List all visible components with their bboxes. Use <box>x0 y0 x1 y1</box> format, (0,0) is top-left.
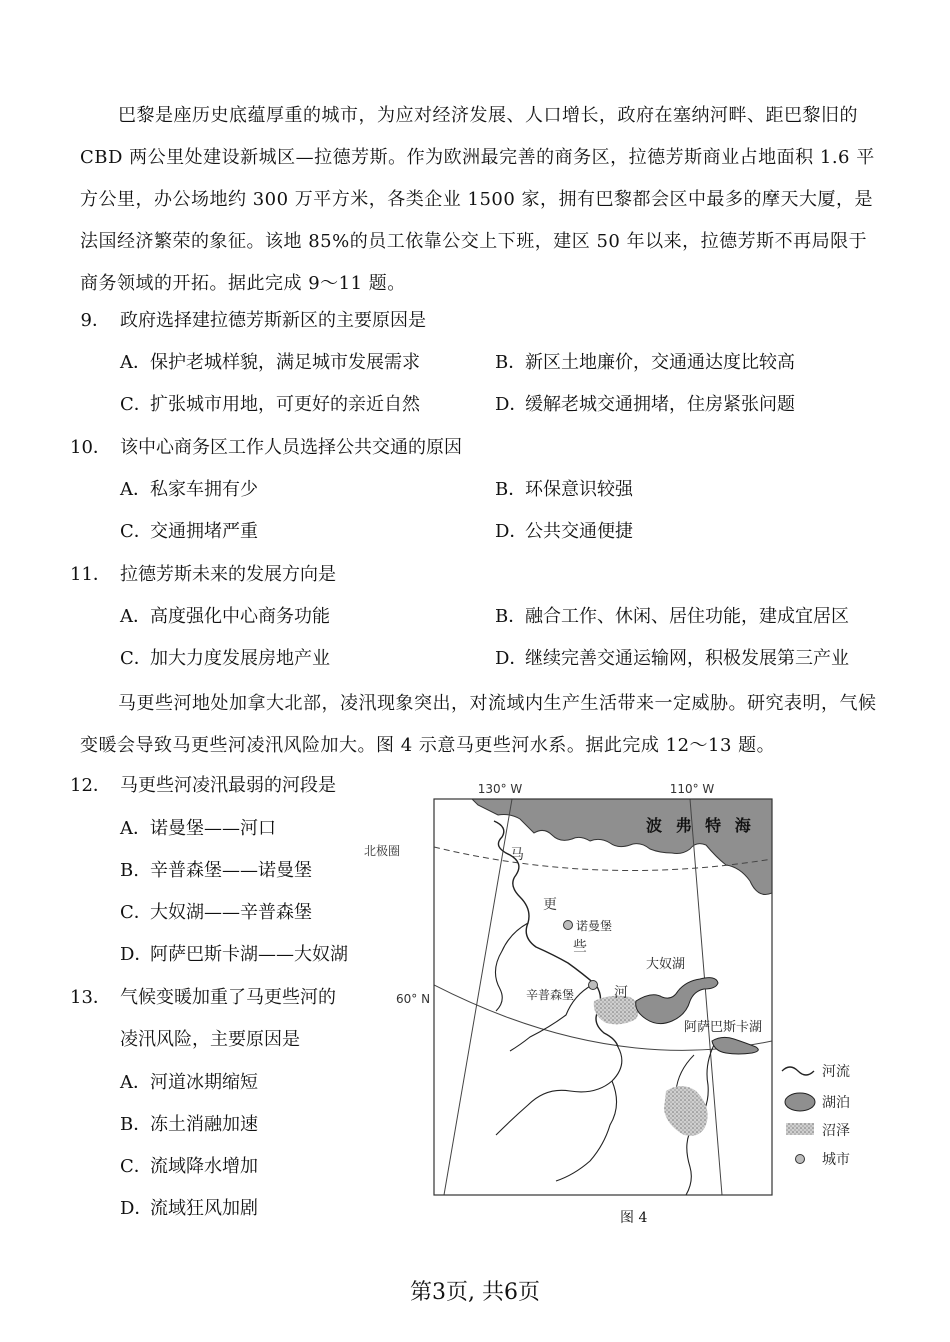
question-stem: 拉德芳斯未来的发展方向是 <box>120 564 336 585</box>
option-9a[interactable] <box>120 348 420 378</box>
option-key: B． <box>495 352 527 373</box>
option-key: D． <box>120 1198 153 1219</box>
lon-110w-label: 110° W <box>669 782 715 796</box>
option-text: 公共交通便捷 <box>525 521 633 542</box>
option-13a[interactable] <box>120 1068 258 1098</box>
norman-wells-label: 诺曼堡 <box>576 919 613 933</box>
option-text: 河道冰期缩短 <box>150 1072 258 1093</box>
option-11b[interactable] <box>495 602 849 632</box>
option-text: 扩张城市用地，可更好的亲近自然 <box>150 394 420 415</box>
option-key: C． <box>120 1156 152 1177</box>
question-10 <box>70 433 462 463</box>
option-key: B． <box>120 1114 152 1135</box>
option-text: 私家车拥有少 <box>150 479 258 500</box>
option-11a[interactable] <box>120 602 330 632</box>
swamp-area-athabasca <box>664 1086 708 1136</box>
legend-lake-label: 湖泊 <box>822 1095 850 1111</box>
option-key: A． <box>120 352 151 373</box>
question-stem: 该中心商务区工作人员选择公共交通的原因 <box>120 437 462 458</box>
legend-river-label: 河流 <box>822 1064 850 1080</box>
passage-laDefense <box>80 95 880 305</box>
question-number: 10． <box>70 437 111 458</box>
river-char-4: 河 <box>614 985 628 1001</box>
option-10d[interactable] <box>495 517 633 547</box>
question-stem-cont: 凌汛风险，主要原因是 <box>120 1029 300 1050</box>
option-13d[interactable] <box>120 1194 258 1224</box>
lake-athabasca-label: 阿萨巴斯卡湖 <box>684 1020 763 1035</box>
question-number: 9． <box>80 310 110 331</box>
option-10a[interactable] <box>120 475 258 505</box>
great-slave-lake-label: 大奴湖 <box>646 957 686 972</box>
map-legend <box>782 1063 850 1168</box>
option-10c[interactable] <box>120 517 258 547</box>
option-key: C． <box>120 521 152 542</box>
question-number: 12． <box>70 775 111 796</box>
option-9c[interactable] <box>120 390 420 420</box>
page-footer: 第3页, 共6页 <box>410 1280 540 1305</box>
option-text: 继续完善交通运输网，积极发展第三产业 <box>525 648 849 669</box>
question-13 <box>70 983 336 1013</box>
fort-simpson-label: 辛普森堡 <box>526 988 575 1002</box>
option-text: 辛普森堡——诺曼堡 <box>150 860 312 881</box>
river-char-1: 马 <box>510 847 524 863</box>
arctic-circle-label: 北极圈 <box>364 844 401 858</box>
passage-text: 马更些河地处加拿大北部，凌汛现象突出，对流域内生产生活带来一定威胁。研究表明，气候变暖会导致马更些河凌汛风险加大。图 4 示意马更些河水系。据此完成 12～13 题。 <box>80 693 877 756</box>
option-key: A． <box>120 606 151 627</box>
option-text: 大奴湖——辛普森堡 <box>150 902 312 923</box>
question-12 <box>70 771 336 801</box>
meridian-110w <box>690 799 722 1195</box>
river-char-2: 更 <box>543 897 557 913</box>
option-key: B． <box>495 606 527 627</box>
option-text: 新区土地廉价，交通通达度比较高 <box>525 352 795 373</box>
option-text: 交通拥堵严重 <box>150 521 258 542</box>
option-key: A． <box>120 818 151 839</box>
option-key: B. <box>120 860 139 881</box>
option-text: 缓解老城交通拥堵，住房紧张问题 <box>525 394 795 415</box>
tributary-south <box>556 1081 617 1181</box>
option-key: D． <box>495 648 528 669</box>
option-12d[interactable] <box>120 940 348 970</box>
option-13b[interactable] <box>120 1110 258 1140</box>
option-text: 流域降水增加 <box>150 1156 258 1177</box>
beaufort-sea-label: 波 弗 特 海 <box>646 816 755 835</box>
legend-river-icon <box>782 1067 814 1075</box>
option-text: 高度强化中心商务功能 <box>150 606 330 627</box>
option-key: C． <box>120 902 152 923</box>
norman-wells-city <box>564 921 573 930</box>
option-key: D． <box>120 944 153 965</box>
option-text: 加大力度发展房地产业 <box>150 648 330 669</box>
option-11c[interactable] <box>120 644 330 674</box>
question-stem: 马更些河凌汛最弱的河段是 <box>120 775 336 796</box>
option-key: B． <box>495 479 527 500</box>
legend-swamp-label: 沼泽 <box>822 1123 850 1139</box>
legend-city-label: 城市 <box>822 1152 850 1168</box>
option-12b[interactable] <box>120 856 312 886</box>
question-stem: 政府选择建拉德芳斯新区的主要原因是 <box>120 310 426 331</box>
question-number: 11． <box>70 564 111 585</box>
lat-60n-label: 60° N <box>396 992 431 1006</box>
river-char-3: 些 <box>573 939 587 955</box>
option-9d[interactable] <box>495 390 795 420</box>
option-key: A． <box>120 479 151 500</box>
great-slave-lake <box>636 978 718 1024</box>
tributary-peace <box>496 1047 622 1135</box>
option-13c[interactable] <box>120 1152 258 1182</box>
legend-city-icon <box>796 1155 805 1164</box>
option-10b[interactable] <box>495 475 633 505</box>
passage-mackenzie <box>80 683 880 767</box>
tributary-north <box>495 923 528 1011</box>
question-11 <box>70 560 336 590</box>
tributary-east <box>676 1055 694 1091</box>
legend-lake-icon <box>785 1093 815 1111</box>
option-text: 环保意识较强 <box>525 479 633 500</box>
option-11d[interactable] <box>495 644 849 674</box>
option-12c[interactable] <box>120 898 312 928</box>
option-key: D． <box>495 521 528 542</box>
mackenzie-river-map <box>360 775 880 1215</box>
question-13-line2 <box>120 1025 300 1055</box>
question-number: 13． <box>70 987 111 1008</box>
option-key: A． <box>120 1072 151 1093</box>
option-key: D． <box>495 394 528 415</box>
option-text: 融合工作、休闲、居住功能，建成宜居区 <box>525 606 849 627</box>
fort-simpson-city <box>589 981 598 990</box>
figure-caption: 图 4 <box>620 1210 648 1226</box>
option-text: 流域狂风加剧 <box>150 1198 258 1219</box>
option-key: C． <box>120 394 152 415</box>
lake-athabasca <box>712 1037 758 1054</box>
lon-130w-label: 130° W <box>477 782 523 796</box>
option-key: C． <box>120 648 152 669</box>
passage-text: 巴黎是座历史底蕴厚重的城市，为应对经济发展、人口增长，政府在塞纳河畔、距巴黎旧的 CBD 两公里处建设新城区—拉德芳斯。作为欧洲最完善的商务区，拉德芳斯商业占地面积 1.6 平方公里，办公场地约 300 万平方米，各类企业 1500 家，拥有巴黎都会区中最多的摩天大厦，是法国经济繁荣的象征。该地 85%的员工依靠公交上下班，建区 50 年以来，拉德芳斯不再局限于商务领域的开拓。据此完成 9～11 题。 <box>80 105 875 294</box>
question-9 <box>70 306 426 336</box>
legend-swamp-icon <box>786 1123 814 1135</box>
option-text: 阿萨巴斯卡湖——大奴湖 <box>150 944 348 965</box>
option-12a[interactable] <box>120 814 276 844</box>
option-9b[interactable] <box>495 348 795 378</box>
question-stem: 气候变暖加重了马更些河的 <box>120 987 336 1008</box>
option-text: 冻土消融加速 <box>150 1114 258 1135</box>
option-text: 诺曼堡——河口 <box>150 818 276 839</box>
option-text: 保护老城样貌，满足城市发展需求 <box>150 352 420 373</box>
